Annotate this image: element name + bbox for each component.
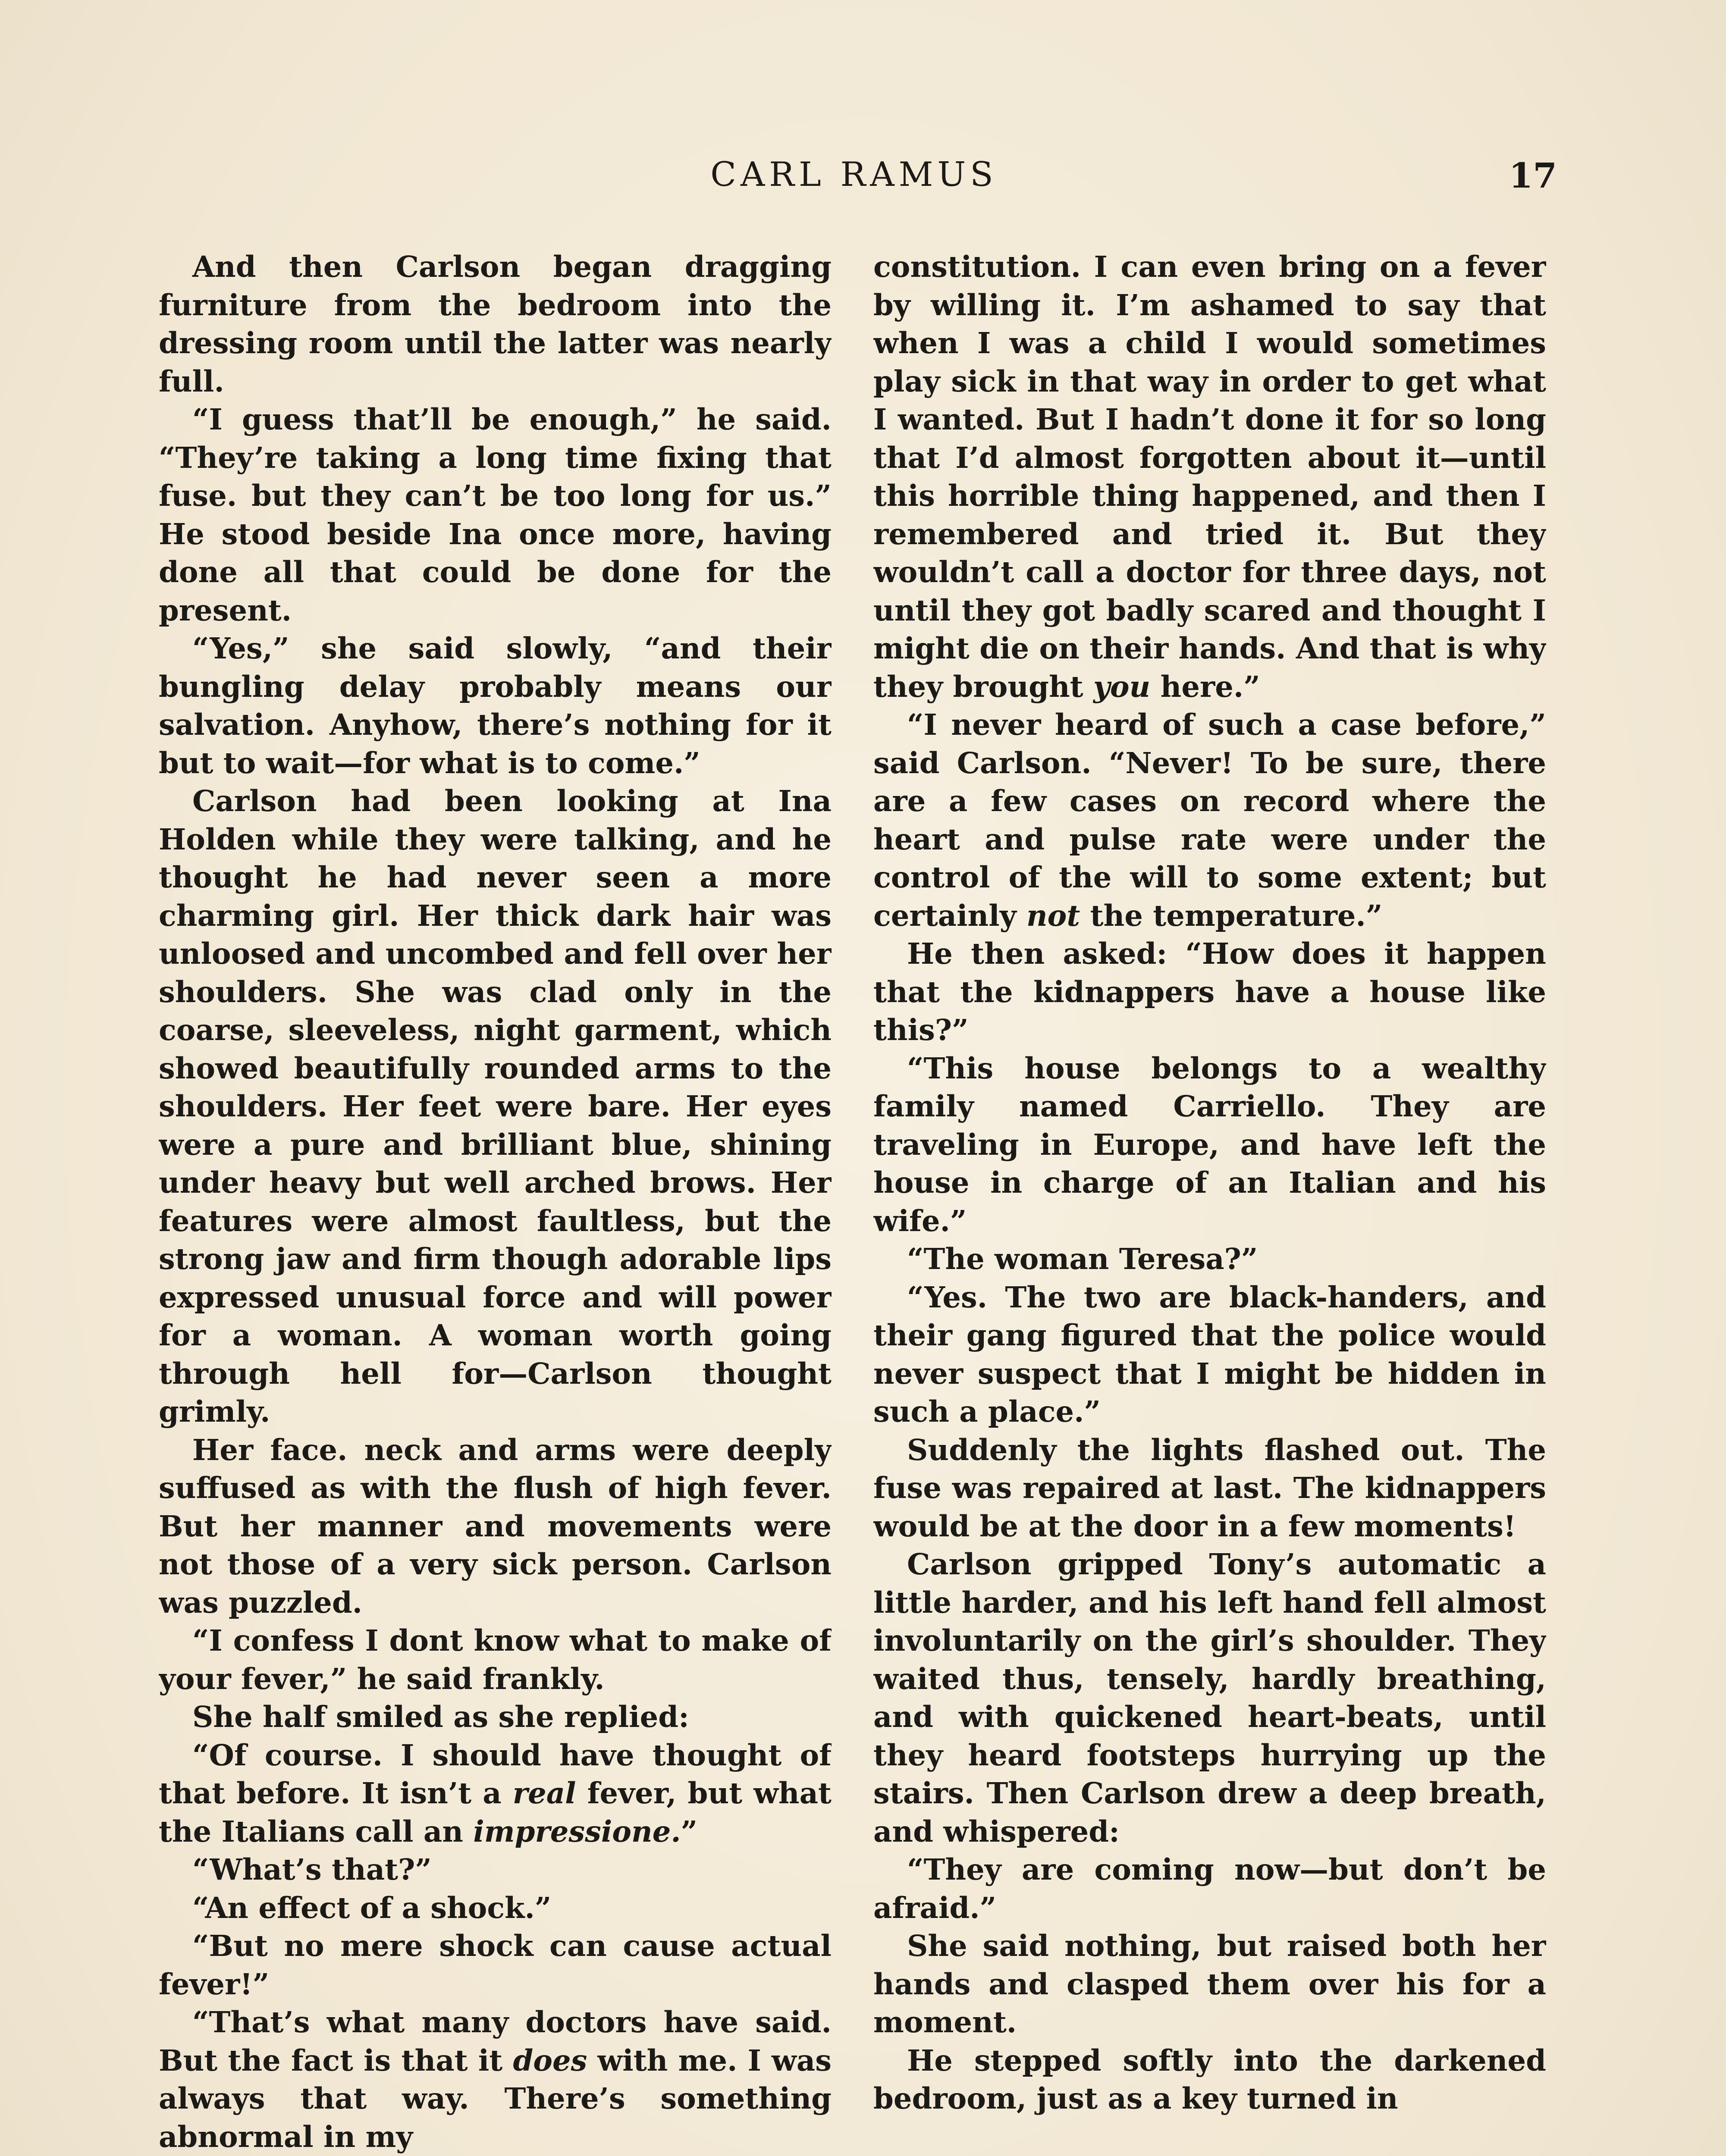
paragraph: And then Carlson began dragging furniture from the bedroom into the dressing room until the latter was nearly full. [159, 250, 832, 398]
text-column-right [873, 248, 1546, 2156]
paragraph: “I guess that’ll be enough,” he said. “They’re taking a long time fixing that fuse. but they can’t be too long for us.” He stood beside Ina once more, having done all that could be done for the present. [159, 402, 832, 627]
paragraph: “What’s that?” [192, 1852, 432, 1887]
paragraph: “That’s what many doctors have said. But the fact is that it does with me. I was always that way. There’s something abnormal in my [159, 2005, 832, 2154]
paragraph: “Of course. I should have thought of that before. It isn’t a real fever, but what the Italians call an impressione.” [159, 1738, 832, 1849]
paragraph: He stepped softly into the darkened bedroom, just as a key turned in [873, 2043, 1546, 2115]
paragraph: “Yes,” she said slowly, “and their bungling delay probably means our salvation. Anyhow, there’s nothing for it but to wait—for what is to come.” [159, 631, 832, 780]
paragraph: Her face. neck and arms were deeply suffused as with the flush of high fever. But her manner and movements were not those of a very sick person. Carlson was puzzled. [159, 1432, 832, 1620]
paragraph: Suddenly the lights flashed out. The fuse was repaired at last. The kidnappers would be at the door in a few moments! [873, 1432, 1546, 1543]
paragraph: “An effect of a shock.” [192, 1890, 552, 1925]
paragraph: “I confess I dont know what to make of your fever,” he said frankly. [159, 1623, 832, 1696]
paragraph: She half smiled as she replied: [192, 1700, 689, 1734]
paragraph: He then asked: “How does it happen that the kidnappers have a house like this?” [873, 937, 1546, 1047]
paragraph: “I never heard of such a case before,” said Carlson. “Never! To be sure, there are a few cases on record where the heart and pulse rate were under the control of the will to some extent; but certainly not the temperature.” [873, 708, 1546, 933]
paragraph: “This house belongs to a wealthy family named Carriello. They are traveling in Europe, and have left the house in charge of an Italian and his wife.” [873, 1051, 1546, 1238]
page-number: 17 [1509, 155, 1557, 196]
paragraph: “But no mere shock can cause actual fever!” [159, 1929, 832, 2001]
running-title: CARL RAMUS [710, 155, 998, 194]
paragraph: constitution. I can even bring on a fever by willing it. I’m ashamed to say that when I was a child I would sometimes play sick in that way in order to get what I wanted. But I hadn’t done it for so long that I’d almost forgotten about it—until this horrible thing happened, and then I remembered and tried it. But they wouldn’t call a doctor for three days, not until they got badly scared and thought I might die on their hands. And that is why they brought you here.” [873, 250, 1546, 704]
paragraph: Carlson had been looking at Ina Holden while they were talking, and he thought he had never seen a more charming girl. Her thick dark hair was unloosed and uncombed and fell over her shoulders. She was clad only in the coarse, sleeveless, night garment, which showed beautifully rounded arms to the shoulders. Her feet were bare. Her eyes were a pure and brilliant blue, shining under heavy but well arched brows. Her features were almost faultless, but the strong jaw and firm though adorable lips expressed unusual force and will power for a woman. A woman worth going through hell for—Carlson thought grimly. [159, 784, 832, 1429]
paragraph: Carlson gripped Tony’s automatic a little harder, and his left hand fell almost involuntarily on the girl’s shoulder. They waited thus, tensely, hardly breathing, and with quickened heart-beats, until they heard footsteps hurrying up the stairs. Then Carlson drew a deep breath, and whispered: [873, 1547, 1546, 1849]
paragraph: “They are coming now—but don’t be afraid.” [873, 1852, 1546, 1925]
paragraph: She said nothing, but raised both her hands and clasped them over his for a moment. [873, 1929, 1546, 2039]
text-column-left [159, 248, 832, 2156]
running-head [142, 155, 1566, 203]
paragraph: “The woman Teresa?” [907, 1242, 1258, 1276]
paragraph: “Yes. The two are black-handers, and their gang figured that the police would never suspect that I might be hidden in such a place.” [873, 1280, 1546, 1429]
